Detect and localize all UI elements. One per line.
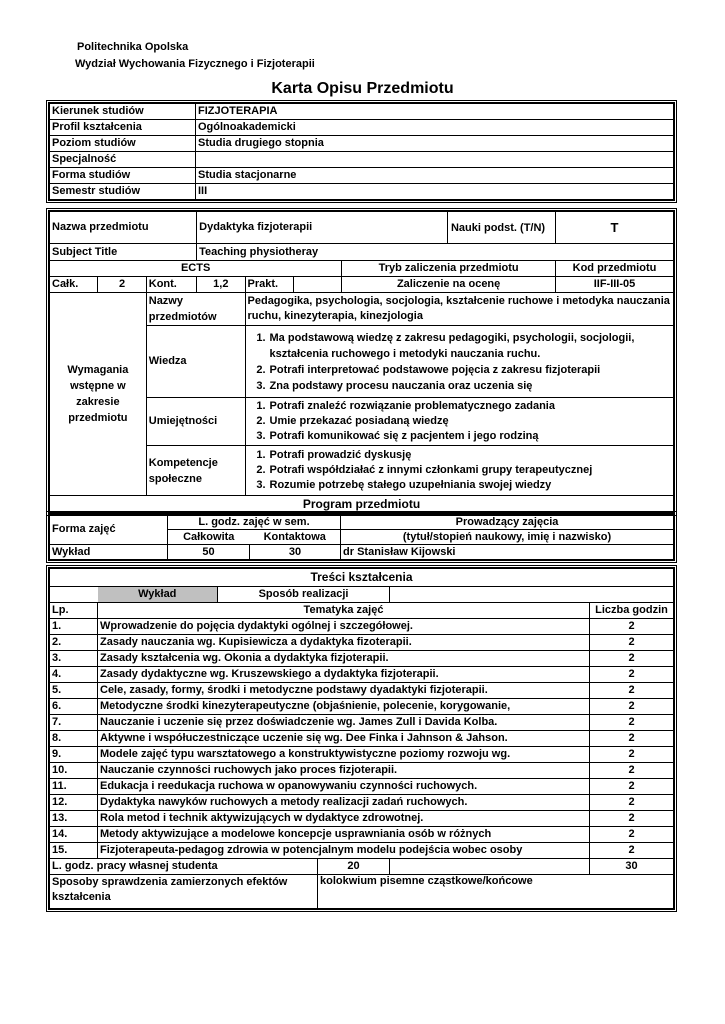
umiej-list [245, 398, 673, 446]
umiej-item-text: Potrafi komunikować się z pacjentem i jego rodziną [269, 430, 539, 442]
topic-hours: 2 [590, 651, 674, 667]
topic-text: Wprowadzenie do pojęcia dydaktyki ogólnej i szczegółowej. [98, 619, 590, 635]
topic-label: Tematyka zajęć [98, 603, 590, 619]
program-row-value: Studia stacjonarne [196, 168, 674, 184]
program-row [50, 152, 674, 168]
prakt-value [293, 277, 341, 293]
program-info-table [49, 103, 674, 200]
row-contact: 30 [250, 545, 341, 560]
program-row [50, 168, 674, 184]
kod-value: IIF-III-05 [555, 277, 673, 293]
program-row-value: III [196, 184, 674, 200]
nazwy-label: Nazwy przedmiotów [146, 293, 245, 326]
program-row [50, 104, 674, 120]
own-work-value: 20 [318, 859, 390, 875]
program-row-value: Ogólnoakademicki [196, 120, 674, 136]
topic-text: Metodyczne środki kinezyterapeutyczne (objaśnienie, polecenie, korygowanie, [98, 699, 590, 715]
program-row [50, 120, 674, 136]
topic-hours: 2 [590, 619, 674, 635]
umiej-item [252, 399, 671, 414]
assess-value: kolokwium pisemne cząstkowe/końcowe [318, 875, 674, 909]
topic-lp: 13. [50, 811, 98, 827]
prereq-label: Wymagania wstępne w zakresie przedmiotu [50, 293, 147, 496]
program-row [50, 184, 674, 200]
topic-hours: 2 [590, 699, 674, 715]
topic-text: Zasady dydaktyczne wg. Kruszewskiego a dydaktyka fizjoterapii. [98, 667, 590, 683]
topic-lp: 3. [50, 651, 98, 667]
topic-hours: 2 [590, 667, 674, 683]
topic-text: Cele, zasady, formy, środki i metodyczne podstawy dyadaktyki fizjoterapii. [98, 683, 590, 699]
topic-text: Fizjoterapeuta-pedagog zdrowia w potencjalnym modelu podejścia wobec osoby [98, 843, 590, 859]
umiej-item [252, 414, 671, 429]
faculty-name: Wydział Wychowania Fizycznego i Fizjoterapii [75, 58, 315, 70]
program-row [50, 136, 674, 152]
komp-item [252, 478, 671, 493]
topic-hours: 2 [590, 683, 674, 699]
kont-label: Kont. [146, 277, 196, 293]
topic-text: Edukacja i reedukacja ruchowa w opanowywaniu czynności ruchowych. [98, 779, 590, 795]
own-work-label: L. godz. pracy własnej studenta [50, 859, 318, 875]
content-table [49, 568, 674, 909]
program-row-label: Forma studiów [50, 168, 196, 184]
topic-hours: 2 [590, 635, 674, 651]
program-row-label: Specjalność [50, 152, 196, 168]
topic-row [50, 667, 674, 683]
topic-text: Metody aktywizujące a modelowe koncepcje usprawniania osób w różnych [98, 827, 590, 843]
wiedza-item-number: 2. [256, 363, 266, 376]
basic-science-value: T [555, 212, 673, 244]
topic-lp: 11. [50, 779, 98, 795]
topic-lp: 1. [50, 619, 98, 635]
course-name-value: Dydaktyka fizjoterapii [199, 221, 313, 233]
topic-row [50, 811, 674, 827]
topic-row [50, 699, 674, 715]
assess-label: Sposoby sprawdzenia zamierzonych efektów kształcenia [50, 875, 318, 909]
topic-lp: 15. [50, 843, 98, 859]
topic-text: Aktywne i współuczestniczące uczenie się wg. Dee Finka i Jahnson & Jahson. [98, 731, 590, 747]
tryb-value: Zaliczenie na ocenę [342, 277, 556, 293]
program-row-label: Poziom studiów [50, 136, 196, 152]
row-form: Wykład [50, 545, 168, 560]
topic-hours: 2 [590, 731, 674, 747]
topic-hours: 2 [590, 779, 674, 795]
contact-label: Kontaktowa [250, 530, 341, 545]
topic-hours: 2 [590, 747, 674, 763]
komp-item-text: Potrafi prowadzić dyskusję [269, 449, 412, 461]
topic-lp: 10. [50, 763, 98, 779]
topic-row [50, 635, 674, 651]
program-row-value [196, 152, 674, 168]
course-table [49, 211, 674, 513]
row-total: 50 [168, 545, 250, 560]
komp-item-number: 1. [256, 449, 266, 461]
topic-lp: 8. [50, 731, 98, 747]
topic-hours: 2 [590, 763, 674, 779]
topic-row [50, 619, 674, 635]
topic-hours: 2 [590, 795, 674, 811]
komp-item [252, 448, 671, 463]
nazwy-value: Pedagogika, psychologia, socjologia, kształcenie ruchowe i metodyka nauczania ruchu, kinezyterapia, kinezjologia [245, 293, 673, 326]
komp-item-number: 3. [256, 479, 266, 491]
ects-label: ECTS [50, 261, 342, 277]
topic-text: Zasady nauczania wg. Kupisiewicza a dydaktyka fizoterapii. [98, 635, 590, 651]
topic-hours: 2 [590, 827, 674, 843]
topic-text: Dydaktyka nawyków ruchowych a metody realizacji zadań ruchowych. [98, 795, 590, 811]
hours-col-label: Liczba godzin [590, 603, 674, 619]
subject-title-label: Subject Title [50, 244, 197, 261]
subject-title-value: Teaching physiotheray [197, 244, 674, 261]
lecturer-label: Prowadzący zajęcia [341, 515, 674, 530]
topic-row [50, 651, 674, 667]
topic-text: Nauczanie czynności ruchowych jako proces fizjoterapii. [98, 763, 590, 779]
basic-science-label: Nauki podst. (T/N) [447, 212, 555, 243]
topic-row [50, 683, 674, 699]
topic-row [50, 747, 674, 763]
wiedza-item-number: 3. [256, 379, 266, 392]
umiej-item [252, 429, 671, 444]
wiedza-item [252, 378, 671, 394]
komp-item [252, 463, 671, 478]
umiej-label: Umiejętności [146, 398, 245, 446]
content-title: Treści kształcenia [50, 569, 674, 587]
kod-label: Kod przedmiotu [555, 261, 673, 277]
program-row-value: FIZJOTERAPIA [196, 104, 674, 120]
wiedza-item-text: Potrafi interpretować podstawowe pojęcia z zakresu fizjoterapii [269, 363, 601, 376]
topic-text: Modele zajęć typu warsztatowego a konstruktywistyczne poziomy rozwoju wg. [98, 747, 590, 763]
topic-row [50, 715, 674, 731]
komp-label: Kompetencje społeczne [146, 446, 245, 496]
prakt-label: Prakt. [245, 277, 293, 293]
program-row-label: Kierunek studiów [50, 104, 196, 120]
topic-lp: 14. [50, 827, 98, 843]
topic-lp: 2. [50, 635, 98, 651]
umiej-item-text: Umie przekazać posiadaną wiedzę [269, 415, 449, 427]
topic-row [50, 731, 674, 747]
calk-label: Całk. [50, 277, 98, 293]
wiedza-item [252, 330, 671, 362]
topic-row [50, 763, 674, 779]
topic-hours: 2 [590, 843, 674, 859]
wiedza-item-text: Ma podstawową wiedzę z zakresu pedagogiki, psychologii, socjologii, kształcenia ruchowego i metodyki nauczania ruchu. [269, 331, 635, 360]
wiedza-list [245, 326, 673, 398]
document-title: Karta Opisu Przedmiotu [271, 80, 454, 97]
own-work-total: 30 [590, 859, 674, 875]
lecturer-sub: (tytuł/stopień naukowy, imię i nazwisko) [341, 530, 674, 545]
wiedza-item-text: Zna podstawy procesu nauczania oraz uczenia się [269, 379, 533, 392]
komp-item-text: Rozumie potrzebę stałego uzupełniania swojej wiedzy [269, 479, 552, 491]
wyklad-label: Wykład [98, 587, 218, 603]
komp-item-text: Potrafi współdziałać z innymi członkami grupy terapeutycznej [269, 464, 593, 476]
umiej-item-number: 2. [256, 415, 266, 427]
wiedza-label: Wiedza [146, 326, 245, 398]
lp-label: Lp. [50, 603, 98, 619]
topic-lp: 7. [50, 715, 98, 731]
course-name-cell [197, 212, 556, 244]
kont-value: 1,2 [197, 277, 245, 293]
wiedza-item [252, 362, 671, 378]
topic-row [50, 795, 674, 811]
umiej-item-text: Potrafi znaleźć rozwiązanie problematycznego zadania [269, 400, 555, 412]
program-title: Program przedmiotu [50, 496, 674, 513]
topic-lp: 4. [50, 667, 98, 683]
topic-row [50, 827, 674, 843]
program-row-label: Semestr studiów [50, 184, 196, 200]
topic-text: Zasady kształcenia wg. Okonia a dydaktyka fizjoterapii. [98, 651, 590, 667]
topic-hours: 2 [590, 715, 674, 731]
program-row-label: Profil kształcenia [50, 120, 196, 136]
topic-hours: 2 [590, 811, 674, 827]
university-name: Politechnika Opolska [77, 41, 189, 53]
topic-lp: 5. [50, 683, 98, 699]
row-lecturer: dr Stanisław Kijowski [341, 545, 674, 560]
topic-text: Nauczanie i uczenie się przez doświadczenie wg. James Zull i Davida Kolba. [98, 715, 590, 731]
komp-item-number: 2. [256, 464, 266, 476]
course-name-label: Nazwa przedmiotu [50, 212, 197, 244]
topic-lp: 9. [50, 747, 98, 763]
topic-lp: 12. [50, 795, 98, 811]
forms-table [49, 514, 674, 560]
komp-list [245, 446, 673, 496]
forma-label: Forma zajęć [50, 515, 168, 545]
tryb-label: Tryb zaliczenia przedmiotu [342, 261, 556, 277]
calk-value: 2 [98, 277, 146, 293]
program-row-value: Studia drugiego stopnia [196, 136, 674, 152]
topic-row [50, 843, 674, 859]
hours-label: L. godz. zajęć w sem. [168, 515, 341, 530]
topic-row [50, 779, 674, 795]
topic-text: Rola metod i technik aktywizujących w dydaktyce zdrowotnej. [98, 811, 590, 827]
total-label: Całkowita [168, 530, 250, 545]
wiedza-item-number: 1. [256, 331, 266, 344]
sposob-label: Sposób realizacji [218, 587, 390, 603]
umiej-item-number: 1. [256, 400, 266, 412]
topic-lp: 6. [50, 699, 98, 715]
umiej-item-number: 3. [256, 430, 266, 442]
